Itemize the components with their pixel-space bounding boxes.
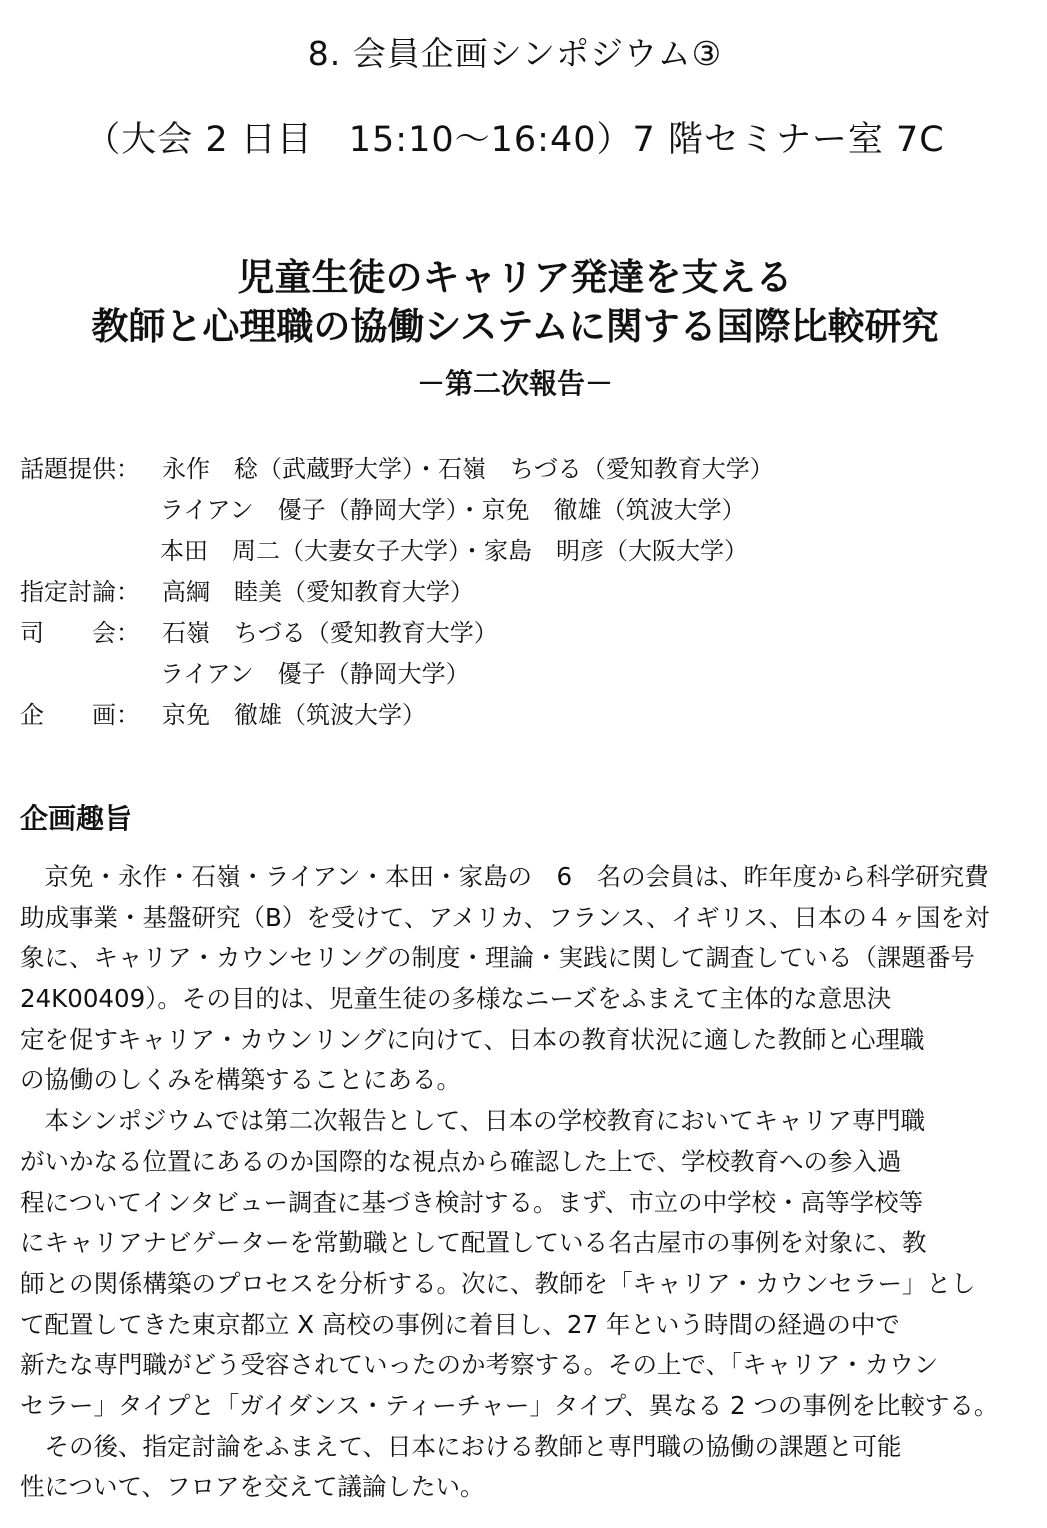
section-heading: 企画趣旨 (20, 802, 133, 835)
subtitle: －第二次報告－ (416, 367, 613, 400)
credit-row-topic (20, 449, 1020, 490)
topic-presenters-3: 本田 周二（大妻女子大学）・家島 明彦（大阪大学） (160, 537, 748, 565)
session-title: 8. 会員企画シンポジウム③ (307, 34, 723, 73)
credits-block (20, 449, 1020, 736)
topic-presenters-2: ライアン 優子（静岡大学）・京免 徹雄（筑波大学） (160, 496, 746, 524)
credit-row-chair-cont (20, 654, 1020, 695)
planner-name: 京免 徹雄（筑波大学） (162, 701, 426, 729)
body-line: 程についてインタビュー調査に基づき検討する。まず、市立の中学校・高等学校等 (20, 1187, 924, 1217)
body-line: 助成事業・基盤研究（B）を受けて、アメリカ、フランス、イギリス、日本の４ヶ国を対 (20, 902, 990, 932)
body-line: 本シンポジウムでは第二次報告として、日本の学校教育においてキャリア専門職 (20, 1106, 926, 1136)
body-line: 象に、キャリア・カウンセリングの制度・理論・実践に関して調査している（課題番号 (20, 943, 976, 973)
body-line: 師との関係構築のプロセスを分析する。次に、教師を「キャリア・カウンセラー」とし (20, 1268, 976, 1298)
planner-label: 企 画： (20, 701, 140, 729)
body-line: セラー」タイプと「ガイダンス・ティーチャー」タイプ、異なる 2 つの事例を比較する。 (20, 1390, 999, 1420)
body-line: 新たな専門職がどう受容されていったのか考察する。その上で、「キャリア・カウン (20, 1350, 939, 1380)
body-line: 定を促すキャリア・カウンリングに向けて、日本の教育状況に適した教師と心理職 (20, 1024, 925, 1054)
main-title (0, 253, 1030, 351)
body-line: て配置してきた東京都立 X 高校の事例に着目し、27 年という時間の経過の中で (20, 1309, 900, 1339)
chair-label: 司 会： (20, 619, 140, 647)
discussant-label: 指定討論： (20, 578, 140, 606)
credit-row-topic-cont-2 (20, 531, 1020, 572)
body-line: がいかなる位置にあるのか国際的な視点から確認した上で、学校教育への参入過 (20, 1146, 902, 1176)
main-title-line-2: 教師と心理職の協働システムに関する国際比較研究 (91, 305, 939, 348)
topic-label: 話題提供： (20, 455, 140, 483)
main-title-line-1: 児童生徒のキャリア発達を支える (237, 256, 793, 299)
discussant-name: 高綱 睦美（愛知教育大学） (162, 578, 474, 606)
chair-name-1: 石嶺 ちづる（愛知教育大学） (162, 619, 498, 647)
credit-row-chair (20, 613, 1020, 654)
body-line: の協働のしくみを構築することにある。 (20, 1065, 461, 1095)
body-line: 京免・永作・石嶺・ライアン・本田・家島の 6 名の会員は、昨年度から科学研究費 (20, 862, 989, 891)
credit-row-topic-cont-1 (20, 490, 1020, 531)
session-time: （大会 2 日目 15:10～16:40）7 階セミナー室 7C (85, 120, 945, 160)
credit-row-planner (20, 695, 1020, 736)
body-line: その後、指定討論をふまえて、日本における教師と専門職の協働の課題と可能 (20, 1431, 902, 1461)
body-text (20, 857, 1010, 1508)
credit-row-discussant (20, 572, 1020, 613)
body-line: 24K00409）。その目的は、児童生徒の多様なニーズをふまえて主体的な意思決 (20, 984, 892, 1014)
body-line: 性について、フロアを交えて議論したい。 (20, 1472, 485, 1502)
body-line: にキャリアナビゲーターを常勤職として配置している名古屋市の事例を対象に、教 (20, 1228, 927, 1258)
topic-presenters-1: 永作 稔（武蔵野大学）・石嶺 ちづる（愛知教育大学） (162, 455, 774, 483)
chair-name-2: ライアン 優子（静岡大学） (160, 660, 470, 688)
